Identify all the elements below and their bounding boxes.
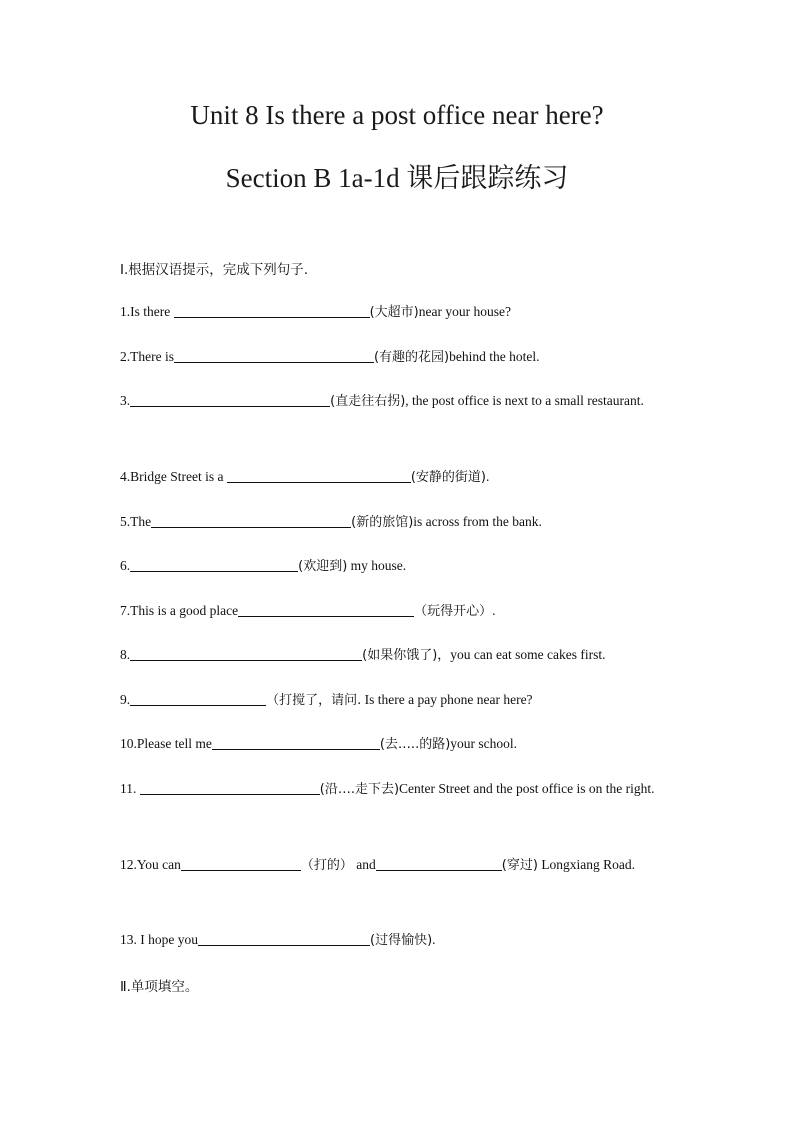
answer-blank-5[interactable] [151,513,351,528]
question-text-before: Bridge Street is a [130,469,227,484]
question-4 [120,461,674,493]
answer-blank-9[interactable] [130,691,266,706]
question-text-after: my house. [347,558,407,573]
question-text-after: . [432,932,436,947]
question-number: 4. [120,469,131,484]
title-section: Section B 1a-1d 课后跟踪练习 [225,163,569,193]
chinese-hint: (有趣的花园) [373,350,450,365]
chinese-hint: （打的） [300,858,353,873]
chinese-hint: (过得愉快) [370,933,433,948]
chinese-hint-2: (穿过) [501,858,538,873]
answer-blank-1[interactable] [174,303,370,318]
question-text-before: There is [130,349,174,364]
question-text-after: is across from the bank. [413,514,542,529]
question-7 [120,595,674,627]
question-text-before: I hope you [140,932,198,947]
question-number: 3. [120,393,131,408]
question-text-before: Is there [130,304,174,319]
question-13 [120,924,674,956]
question-text-after: Is there a pay phone near here? [361,692,533,707]
answer-blank-8[interactable] [130,646,362,661]
question-text-before: This is a good place [130,603,239,618]
chinese-hint: (如果你饿了)， [362,648,451,663]
answer-blank-4[interactable] [227,468,411,483]
question-12 [120,849,674,881]
question-text-after: Longxiang Road. [537,857,636,872]
answer-blank-12b[interactable] [376,856,502,871]
question-5 [120,506,674,538]
question-text-after: . [492,603,496,618]
question-text-after: your school. [450,736,518,751]
title-unit: Unit 8 Is there a post office near here? [190,100,604,130]
question-text-after: behind the hotel. [449,349,540,364]
question-number: 12. [120,857,137,872]
question-text-after: , the post office is next to a small restaurant. [405,393,644,408]
answer-blank-12a[interactable] [181,856,301,871]
answer-blank-3[interactable] [130,392,330,407]
question-6 [120,550,674,582]
question-text-before: The [130,514,152,529]
chinese-hint: (大超市) [369,305,419,320]
question-number: 5. [120,514,131,529]
question-number: 8. [120,647,131,662]
question-number: 1. [120,304,131,319]
answer-blank-2[interactable] [174,348,374,363]
chinese-hint: （打搅了，请问. [266,693,362,708]
section-2-heading: Ⅱ.单项填空。 [120,979,199,995]
question-text-before: You can [136,857,181,872]
question-3 [120,385,674,417]
answer-blank-10[interactable] [212,735,380,750]
answer-blank-7[interactable] [238,602,414,617]
question-number: 2. [120,349,131,364]
answer-blank-13[interactable] [198,931,370,946]
question-10 [120,728,674,760]
chinese-hint: (直走往右拐) [330,394,406,409]
question-2 [120,341,674,373]
chinese-hint: (去…..的路) [379,737,451,752]
chinese-hint: (沿….走下去) [319,782,400,797]
question-number: 9. [120,692,131,707]
question-8 [120,639,674,671]
question-text-after: . [486,469,490,484]
question-text-after: you can eat some cakes first. [450,647,606,662]
question-number: 6. [120,558,131,573]
question-number: 11. [120,781,140,796]
question-number: 7. [120,603,131,618]
answer-blank-6[interactable] [130,557,298,572]
question-text-after: Center Street and the post office is on the right. [399,781,655,796]
chinese-hint: (安静的街道) [410,470,487,485]
chinese-hint: (欢迎到) [298,559,348,574]
question-number: 13. [120,932,141,947]
chinese-hint: （玩得开心） [414,604,493,619]
question-text-mid: and [352,857,376,872]
question-9 [120,684,674,716]
section-1-heading: Ⅰ.根据汉语提示，完成下列句子. [120,262,309,278]
chinese-hint: (新的旅馆) [351,515,414,530]
question-1 [120,296,674,328]
question-text-after: near your house? [418,304,511,319]
question-text-before: Please tell me [136,736,212,751]
answer-blank-11[interactable] [140,780,320,795]
question-11 [120,773,674,805]
question-number: 10. [120,736,137,751]
